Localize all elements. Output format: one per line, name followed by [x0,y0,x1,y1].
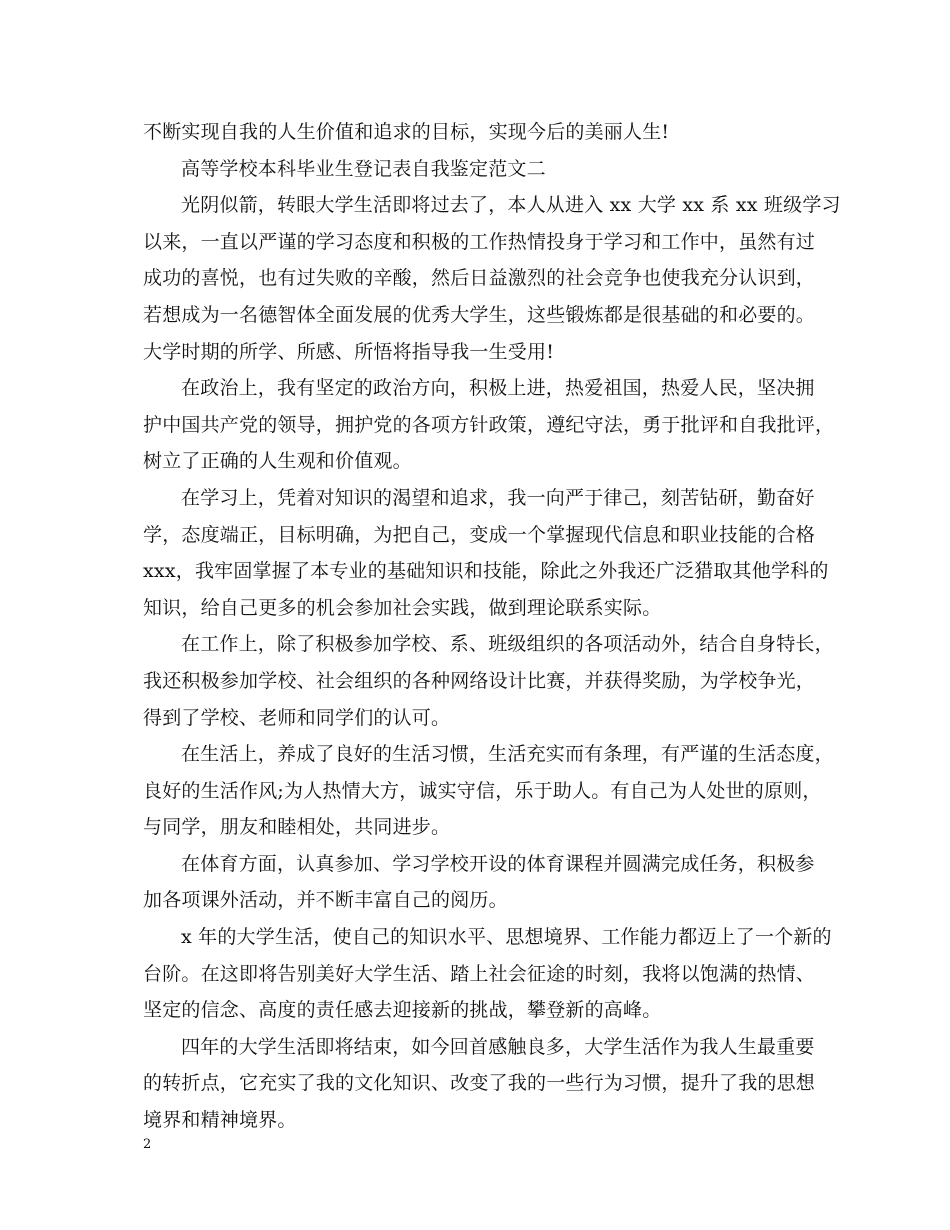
text-line: 良好的生活作风;为人热情大方，诚实守信，乐于助人。有自己为人处世的原则， [143,779,822,802]
text-line: 成功的喜悦，也有过失败的辛酸，然后日益激烈的社会竞争也使我充分认识到， [143,267,816,290]
text-line: 境界和精神境界。 [143,1109,297,1132]
text-line: 与同学，朋友和睦相处，共同进步。 [143,816,451,839]
text-line: 加各项课外活动，并不断丰富自己的阅历。 [143,889,508,912]
text-line: 护中国共产党的领导，拥护党的各项方针政策，遵纪守法，勇于批评和自我批评， [143,413,835,436]
text-line: 光阴似箭，转眼大学生活即将过去了，本人从进入 xx 大学 xx 系 xx 班级学习 [181,194,841,217]
text-line: 不断实现自我的人生价值和追求的目标，实现今后的美丽人生! [143,121,670,143]
text-line: 台阶。在这即将告别美好大学生活、踏上社会征途的时刻，我将以饱满的热情、 [143,962,816,985]
text-line: 坚定的信念、高度的责任感去迎接新的挑战，攀登新的高峰。 [143,999,662,1022]
section-title: 高等学校本科毕业生登记表自我鉴定范文二 [181,157,546,180]
text-line: 在生活上，养成了良好的生活习惯，生活充实而有条理，有严谨的生活态度， [181,743,834,766]
page-number: 2 [143,1137,152,1152]
text-line: 我还积极参加学校、社会组织的各种网络设计比赛，并获得奖励，为学校争光， [143,669,816,692]
text-line: 在政治上，我有坚定的政治方向，积极上进，热爱祖国，热爱人民，坚决拥 [181,377,815,400]
text-line: 以来，一直以严谨的学习态度和积极的工作热情投身于学习和工作中，虽然有过 [143,230,816,253]
text-line: 知识，给自己更多的机会参加社会实践，做到理论联系实际。 [143,596,662,619]
text-line: 在工作上，除了积极参加学校、系、班级组织的各项活动外，结合自身特长， [181,633,834,656]
text-line: x 年的大学生活，使自己的知识水平、思想境界、工作能力都迈上了一个新的 [181,926,832,949]
text-line: 在体育方面，认真参加、学习学校开设的体育课程并圆满完成任务，积极参 [181,852,815,875]
text-line: xxx，我牢固掌握了本专业的基础知识和技能，除此之外我还广泛猎取其他学科的 [143,560,829,583]
document-body [143,114,841,1139]
text-line: 的转折点，它充实了我的文化知识、改变了我的一些行为习惯，提升了我的思想 [143,1072,816,1095]
text-line: 若想成为一名德智体全面发展的优秀大学生，这些锻炼都是很基础的和必要的。 [143,303,816,326]
text-line: 在学习上，凭着对知识的渴望和追求，我一向严于律己，刻苦钻研，勤奋好 [181,486,815,509]
text-line: 得到了学校、老师和同学们的认可。 [143,706,451,729]
text-line: 学，态度端正，目标明确，为把自己，变成一个掌握现代信息和职业技能的合格 [143,523,816,546]
text-line: 四年的大学生活即将结束，如今回首感触良多，大学生活作为我人生最重要 [181,1035,815,1058]
text-line: 大学时期的所学、所感、所悟将指导我一生受用! [143,340,555,363]
text-line: 树立了正确的人生观和价值观。 [143,450,412,473]
